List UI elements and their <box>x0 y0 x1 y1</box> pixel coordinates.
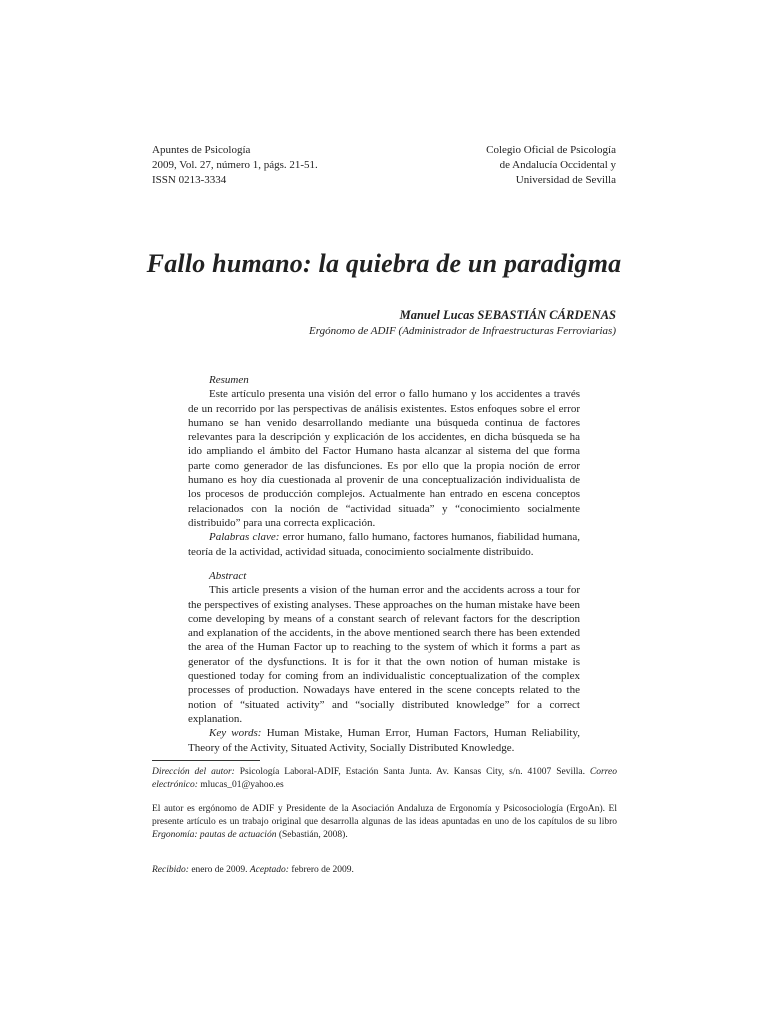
resumen-section <box>188 373 580 559</box>
received-label: Recibido: <box>152 865 189 875</box>
email-label: Correo electrónico: <box>152 767 617 790</box>
author-block <box>309 307 616 339</box>
accepted-label: Aceptado: <box>249 865 289 875</box>
address-text: Psicología Laboral-ADIF, Estación Santa Junta. Av. Kansas City, s/n. 41007 Sevilla. <box>239 767 585 777</box>
accepted-date: febrero de 2009. <box>291 865 354 875</box>
book-reference: (Sebastián, 2008). <box>278 830 348 840</box>
publisher-line-1: Colegio Oficial de Psicología <box>486 144 616 156</box>
resumen-body: Este artículo presenta una visión del error o fallo humano y los accidentes a través de un recorrido por las perspectivas de análisis existentes. Estos enfoques sobre el error humano se han venido desarrollando mediante una búsqueda continua de factores relevantes para la descripción y explicación de los accidentes, en dicha búsqueda se ha ido ampliando el ámbito del Factor Humano hasta alcanzar al sistema del que forma parte como generador de las disfunciones. Es por ello que la propia noción de error humano es hoy día cuestionada al provenir de una conceptualización individualista de los procesos de producción complejos. Actualmente han entrado en escena conceptos relacionados con la noción de “actividad situada” y “conocimiento socialmente distribuido” para una correcta explicación. <box>188 388 580 529</box>
abstract-keywords-label: Key words: <box>209 727 262 740</box>
address-label: Dirección del autor: <box>152 767 235 777</box>
resumen-keywords <box>188 530 580 559</box>
abstract-keywords <box>188 726 580 755</box>
received-date: enero de 2009. <box>191 865 248 875</box>
email-address[interactable]: mlucas_01@yahoo.es <box>200 780 284 790</box>
journal-info <box>152 143 318 188</box>
article-title: Fallo humano: la quiebra de un paradigma <box>146 249 622 278</box>
author-name: Manuel Lucas SEBASTIÁN CÁRDENAS <box>399 308 616 322</box>
abstract-section <box>188 569 580 755</box>
journal-name: Apuntes de Psicología <box>152 144 251 156</box>
resumen-keywords-text: error humano, fallo humano, factores humanos, fiabilidad humana, teoría de la actividad, actividad situada, conocimiento socialmente distribuido. <box>188 531 581 558</box>
journal-volume: 2009, Vol. 27, número 1, págs. 21-51. <box>152 159 318 171</box>
publisher-line-3: Universidad de Sevilla <box>515 174 616 186</box>
book-title: Ergonomía: pautas de actuación <box>152 830 277 840</box>
resumen-keywords-label: Palabras clave: <box>209 531 280 544</box>
resumen-heading: Resumen <box>209 374 249 386</box>
footnote-dates <box>152 864 617 877</box>
bio-text: El autor es ergónomo de ADIF y Presidente de la Asociación Andaluza de Ergonomía y Psicosociología (ErgoAn). El presente artículo es un trabajo original que desarrolla algunas de las ideas apuntadas en uno de los capítulos de su libro <box>152 804 617 827</box>
footnote-address <box>152 766 617 792</box>
author-affiliation: Ergónomo de ADIF (Administrador de Infraestructuras Ferroviarias) <box>309 325 616 337</box>
journal-issn: ISSN 0213-3334 <box>152 174 227 186</box>
publisher-info <box>486 143 616 188</box>
abstract-body: This article presents a vision of the human error and the accidents across a tour for the perspectives of existing analyses. These approaches on the human mistake have been come developing by means of a constant search of relevant factors for the description and explanation of the accidents, in the above mentioned search there has been extended the area of the Human Factor up to reaching to the system of which it forms a part as generator of the dysfunctions. It is for it that the own notion of human mistake is questioned today for coming from an individualistic conceptualization of the complex processes of production. Nowadays have entered in the scene concepts related to the notion of “situated activity” and “socially distributed knowledge” for a correct explanation. <box>188 584 580 725</box>
abstract-heading: Abstract <box>209 570 247 582</box>
publisher-line-2: de Andalucía Occidental y <box>499 159 616 171</box>
abstract-keywords-text: Human Mistake, Human Error, Human Factors, Human Reliability, Theory of the Activity, Situated Activity, Socially Distributed Knowledge. <box>188 727 581 754</box>
footnote-divider <box>152 760 260 761</box>
footnote-bio <box>152 803 617 842</box>
